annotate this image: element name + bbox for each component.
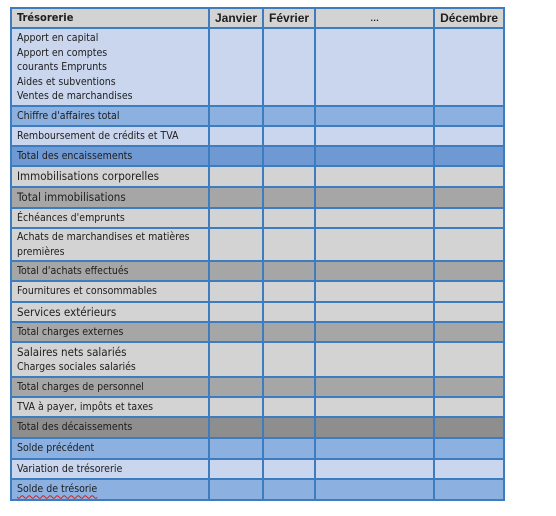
row-label: Variation de trésorerie <box>11 459 209 479</box>
cell-janvier[interactable] <box>209 126 263 146</box>
row-label-line: Apport en comptes <box>17 46 108 59</box>
cell-janvier[interactable] <box>209 479 263 500</box>
cell-decembre[interactable] <box>434 377 504 397</box>
cell-decembre[interactable] <box>434 302 504 322</box>
row-services-exterieurs <box>11 302 504 322</box>
row-total-charges-externes <box>11 322 504 342</box>
cell-fevrier[interactable] <box>263 302 315 322</box>
row-label: Solde précédent <box>11 438 209 459</box>
row-label <box>11 342 209 377</box>
cell-janvier[interactable] <box>209 397 263 417</box>
row-achats-marchandises <box>11 228 504 261</box>
cell-ellipsis[interactable] <box>315 397 434 417</box>
row-label: Échéances d'emprunts <box>11 208 209 228</box>
cell-janvier[interactable] <box>209 459 263 479</box>
cell-decembre[interactable] <box>434 479 504 500</box>
row-label-line: Salaires nets salariés <box>17 345 127 359</box>
cell-janvier[interactable] <box>209 322 263 342</box>
cell-janvier[interactable] <box>209 261 263 281</box>
cell-ellipsis[interactable] <box>315 166 434 187</box>
cell-janvier[interactable] <box>209 106 263 126</box>
cell-janvier[interactable] <box>209 302 263 322</box>
cell-ellipsis[interactable] <box>315 28 434 106</box>
cell-fevrier[interactable] <box>263 28 315 106</box>
row-label: Chiffre d'affaires total <box>11 106 209 126</box>
header-row <box>11 8 504 28</box>
row-remboursement <box>11 126 504 146</box>
cell-decembre[interactable] <box>434 208 504 228</box>
cell-decembre[interactable] <box>434 166 504 187</box>
cell-fevrier[interactable] <box>263 261 315 281</box>
row-salaires <box>11 342 504 377</box>
row-label-line: courants Emprunts <box>17 61 107 73</box>
row-variation-tresorerie <box>11 459 504 479</box>
row-label-line: Charges sociales salariés <box>17 360 136 373</box>
cell-fevrier[interactable] <box>263 281 315 302</box>
row-label: Immobilisations corporelles <box>11 166 209 187</box>
cell-janvier[interactable] <box>209 438 263 459</box>
cell-ellipsis[interactable] <box>315 438 434 459</box>
cell-decembre[interactable] <box>434 187 504 208</box>
cell-decembre[interactable] <box>434 146 504 166</box>
cell-ellipsis[interactable] <box>315 126 434 146</box>
cell-decembre[interactable] <box>434 397 504 417</box>
row-label: Fournitures et consommables <box>11 281 209 302</box>
row-label: Total des décaissements <box>11 417 209 438</box>
row-immobilisations-corporelles <box>11 166 504 187</box>
cell-ellipsis[interactable] <box>315 479 434 500</box>
cell-ellipsis[interactable] <box>315 106 434 126</box>
header-label: Trésorerie <box>11 8 209 28</box>
cell-decembre[interactable] <box>434 228 504 261</box>
treasury-table <box>10 7 505 501</box>
cell-fevrier[interactable] <box>263 417 315 438</box>
cell-janvier[interactable] <box>209 377 263 397</box>
row-total-encaissements <box>11 146 504 166</box>
row-label: Achats de marchandises et matières premières <box>11 228 209 261</box>
cell-decembre[interactable] <box>434 106 504 126</box>
cell-fevrier[interactable] <box>263 322 315 342</box>
row-label: Services extérieurs <box>11 302 209 322</box>
cell-janvier[interactable] <box>209 146 263 166</box>
row-chiffre-affaires <box>11 106 504 126</box>
row-fournitures <box>11 281 504 302</box>
row-label: Total charges externes <box>11 322 209 342</box>
cell-fevrier[interactable] <box>263 397 315 417</box>
cell-decembre[interactable] <box>434 342 504 377</box>
cell-janvier[interactable] <box>209 417 263 438</box>
cell-decembre[interactable] <box>434 417 504 438</box>
cell-fevrier[interactable] <box>263 438 315 459</box>
header-month-fevrier: Février <box>263 8 315 28</box>
cell-fevrier[interactable] <box>263 187 315 208</box>
cell-ellipsis[interactable] <box>315 187 434 208</box>
header-month-janvier: Janvier <box>209 8 263 28</box>
row-label: Total des encaissements <box>11 146 209 166</box>
row-label <box>11 479 209 500</box>
cell-fevrier[interactable] <box>263 208 315 228</box>
cell-janvier[interactable] <box>209 28 263 106</box>
cell-fevrier[interactable] <box>263 146 315 166</box>
cell-ellipsis[interactable] <box>315 281 434 302</box>
row-total-decaissements <box>11 417 504 438</box>
row-label-line: Apport en capital <box>17 32 99 44</box>
cell-ellipsis[interactable] <box>315 322 434 342</box>
cell-fevrier[interactable] <box>263 377 315 397</box>
cell-fevrier[interactable] <box>263 228 315 261</box>
row-label: Remboursement de crédits et TVA <box>11 126 209 146</box>
cell-fevrier[interactable] <box>263 126 315 146</box>
cell-janvier[interactable] <box>209 208 263 228</box>
cell-fevrier[interactable] <box>263 166 315 187</box>
cell-decembre[interactable] <box>434 322 504 342</box>
cell-janvier[interactable] <box>209 342 263 377</box>
cell-fevrier[interactable] <box>263 459 315 479</box>
row-label-line: Aides et subventions <box>17 75 116 88</box>
cell-ellipsis[interactable] <box>315 146 434 166</box>
cell-ellipsis[interactable] <box>315 417 434 438</box>
cell-ellipsis[interactable] <box>315 261 434 281</box>
cell-decembre[interactable] <box>434 126 504 146</box>
row-label: Total immobilisations <box>11 187 209 208</box>
cell-janvier[interactable] <box>209 228 263 261</box>
cell-janvier[interactable] <box>209 166 263 187</box>
cell-ellipsis[interactable] <box>315 228 434 261</box>
row-label: Total d'achats effectués <box>11 261 209 281</box>
cell-ellipsis[interactable] <box>315 459 434 479</box>
cell-decembre[interactable] <box>434 261 504 281</box>
cell-janvier[interactable] <box>209 281 263 302</box>
cell-ellipsis[interactable] <box>315 208 434 228</box>
cell-fevrier[interactable] <box>263 479 315 500</box>
row-total-immobilisations <box>11 187 504 208</box>
header-month-ellipsis: … <box>315 8 434 28</box>
cell-decembre[interactable] <box>434 459 504 479</box>
cell-ellipsis[interactable] <box>315 302 434 322</box>
row-label: Total charges de personnel <box>11 377 209 397</box>
row-solde-precedent <box>11 438 504 459</box>
cell-fevrier[interactable] <box>263 342 315 377</box>
cell-ellipsis[interactable] <box>315 342 434 377</box>
row-label-text: Solde de trésorie <box>17 483 98 496</box>
row-tva-impots <box>11 397 504 417</box>
cell-janvier[interactable] <box>209 187 263 208</box>
cell-decembre[interactable] <box>434 281 504 302</box>
row-label-line: Ventes de marchandises <box>17 90 133 102</box>
cell-decembre[interactable] <box>434 438 504 459</box>
row-echeances-emprunts <box>11 208 504 228</box>
cell-fevrier[interactable] <box>263 106 315 126</box>
cell-decembre[interactable] <box>434 28 504 106</box>
row-solde-tresorerie <box>11 479 504 500</box>
cell-ellipsis[interactable] <box>315 377 434 397</box>
row-total-achats <box>11 261 504 281</box>
row-total-charges-personnel <box>11 377 504 397</box>
row-label: TVA à payer, impôts et taxes <box>11 397 209 417</box>
row-apports <box>11 28 504 106</box>
header-month-decembre: Décembre <box>434 8 504 28</box>
row-label <box>11 28 209 106</box>
